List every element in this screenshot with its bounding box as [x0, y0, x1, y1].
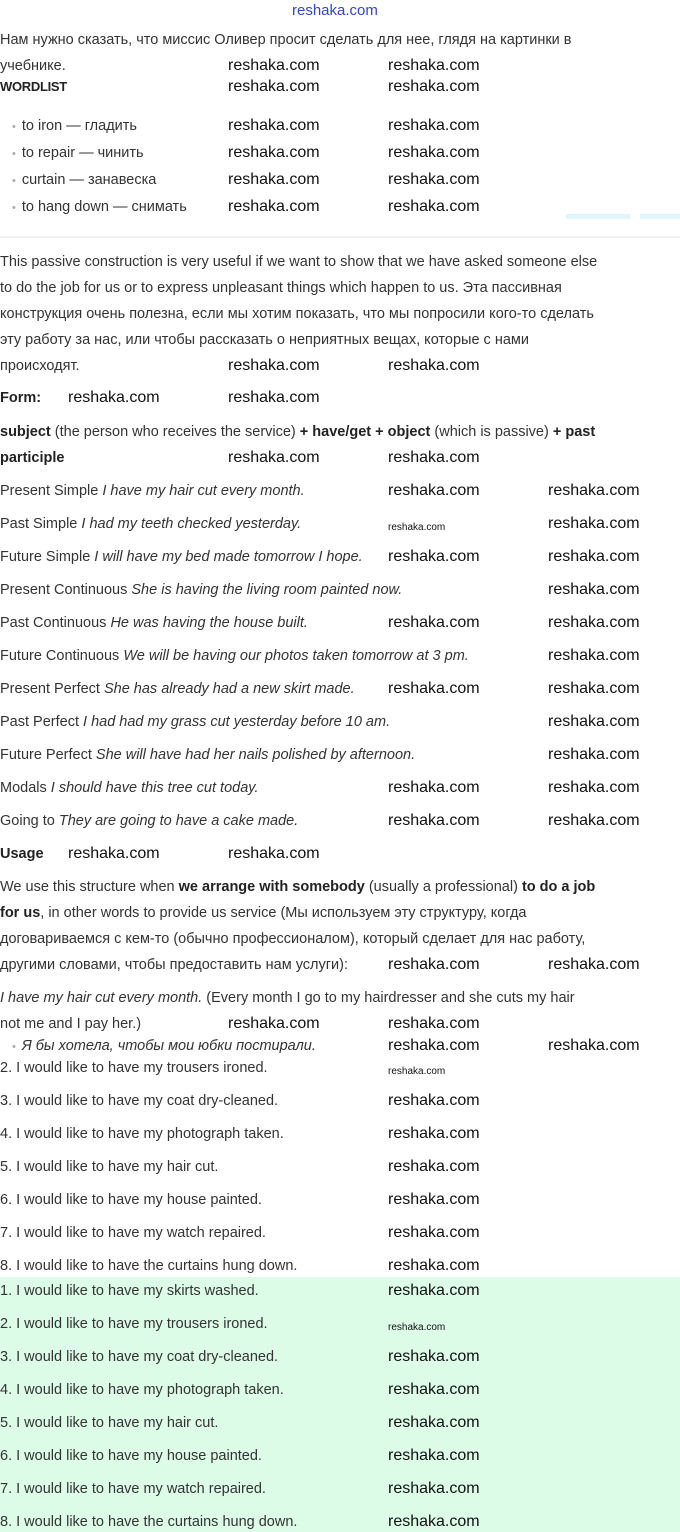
- watermark: reshaka.com: [228, 1015, 320, 1032]
- explanation-line: This passive construction is very useful if we want to show that we have asked someone else: [0, 254, 598, 270]
- explanation-line: to do the job for us or to express unpleasant things which happen to us. Эта пассивная: [0, 280, 562, 296]
- tense-example-line: [0, 647, 469, 665]
- formula-past: + past: [552, 424, 596, 440]
- watermark: reshaka.com: [548, 614, 640, 631]
- watermark: reshaka.com: [228, 171, 320, 188]
- tense-example-line: [0, 548, 363, 566]
- watermark: reshaka.com: [548, 1037, 640, 1054]
- tense-example: I have my hair cut every month.: [102, 483, 305, 499]
- watermark: reshaka.com: [548, 548, 640, 565]
- tense-label: Future Perfect: [0, 747, 96, 763]
- formula-subject: subject: [0, 424, 51, 440]
- watermark: reshaka.com: [388, 171, 480, 188]
- final-answer: 8. I would like to have the curtains hung down.: [0, 1514, 298, 1530]
- watermark: reshaka.com: [228, 449, 320, 466]
- form-title: Form:: [0, 390, 42, 406]
- formula-text: (the person who receives the service): [50, 424, 300, 440]
- usage-line: другими словами, чтобы предоставить нам услуги):: [0, 957, 348, 973]
- explanation-line: эту работу за нас, или чтобы рассказать о неприятных вещах, которые с нами: [0, 332, 529, 348]
- watermark: reshaka.com: [228, 389, 320, 406]
- watermark: reshaka.com: [548, 581, 640, 598]
- final-answer: 6. I would like to have my house painted.: [0, 1448, 262, 1464]
- watermark: reshaka.com: [388, 198, 480, 215]
- wordlist-item: • to repair — чинить: [12, 144, 144, 163]
- draft-answer: 3. I would like to have my coat dry-cleaned.: [0, 1093, 279, 1109]
- watermark: reshaka.com: [388, 1125, 480, 1142]
- tense-example: He was having the house built.: [110, 615, 308, 631]
- tense-example-line: [0, 680, 355, 698]
- watermark: reshaka.com: [388, 1322, 446, 1333]
- wordlist-item: • to hang down — снимать: [12, 198, 187, 217]
- watermark: reshaka.com: [388, 1348, 480, 1365]
- watermark: reshaka.com: [548, 713, 640, 730]
- tense-label: Future Continuous: [0, 648, 124, 664]
- tense-example-line: [0, 482, 305, 500]
- explanation-line: происходят.: [0, 358, 80, 374]
- draft-answer: 2. I would like to have my trousers ironed.: [0, 1060, 268, 1076]
- header-site-link[interactable]: reshaka.com: [292, 2, 378, 19]
- intro-line: Нам нужно сказать, что миссис Оливер просит сделать для нее, глядя на картинки в: [0, 32, 572, 48]
- watermark: reshaka.com: [388, 1282, 480, 1299]
- intro-line: учебнике.: [0, 58, 66, 74]
- usage-line: [0, 878, 595, 896]
- watermark: reshaka.com: [388, 117, 480, 134]
- usage-line: not me and I pay her.): [0, 1016, 142, 1032]
- draft-answer: 4. I would like to have my photograph taken.: [0, 1126, 284, 1142]
- tense-label: Past Continuous: [0, 615, 111, 631]
- final-answer: 3. I would like to have my coat dry-cleaned.: [0, 1349, 279, 1365]
- form-formula: [0, 423, 595, 441]
- tense-example: I had my teeth checked yesterday.: [81, 516, 302, 532]
- draft-answer: 7. I would like to have my watch repaired.: [0, 1225, 266, 1241]
- tense-example-line: [0, 515, 301, 533]
- usage-example-italic: I have my hair cut every month.: [0, 990, 203, 1006]
- usage-bold: for us: [0, 905, 41, 921]
- wordlist-item: • curtain — занавеска: [12, 171, 156, 190]
- watermark: reshaka.com: [548, 647, 640, 664]
- usage-example: [0, 989, 575, 1007]
- explanation-line: конструкция очень полезна, если мы хотим показать, что мы попросили кого-то сделать: [0, 306, 594, 322]
- watermark: reshaka.com: [548, 482, 640, 499]
- final-answer: 7. I would like to have my watch repaired.: [0, 1481, 266, 1497]
- draft-answer: 8. I would like to have the curtains hung down.: [0, 1258, 298, 1274]
- tense-example-line: [0, 746, 415, 764]
- watermark: reshaka.com: [388, 812, 480, 829]
- watermark: reshaka.com: [548, 746, 640, 763]
- final-answer: 4. I would like to have my photograph taken.: [0, 1382, 284, 1398]
- watermark: reshaka.com: [548, 956, 640, 973]
- tense-example: She has already had a new skirt made.: [103, 681, 355, 697]
- usage-title: Usage: [0, 846, 44, 862]
- tense-label: Present Simple: [0, 483, 103, 499]
- tense-example-line: [0, 779, 258, 797]
- watermark: reshaka.com: [388, 1381, 480, 1398]
- watermark: reshaka.com: [388, 449, 480, 466]
- watermark: reshaka.com: [388, 1191, 480, 1208]
- tense-label: Going to: [0, 813, 59, 829]
- watermark: reshaka.com: [548, 779, 640, 796]
- draft-answer: 6. I would like to have my house painted.: [0, 1192, 262, 1208]
- usage-line: [0, 904, 527, 922]
- watermark: reshaka.com: [548, 515, 640, 532]
- tense-label: Future Simple: [0, 549, 95, 565]
- formula-have-get: + have/get + object: [299, 424, 431, 440]
- translation-item: • Я бы хотела, чтобы мои юбки постирали.: [12, 1037, 316, 1056]
- watermark: reshaka.com: [388, 548, 480, 565]
- formula-text: (which is passive): [430, 424, 553, 440]
- tense-label: Present Perfect: [0, 681, 104, 697]
- watermark: reshaka.com: [388, 614, 480, 631]
- usage-bold: to do a job: [521, 879, 596, 895]
- tense-example-line: [0, 812, 298, 830]
- watermark: reshaka.com: [228, 78, 320, 95]
- watermark: reshaka.com: [388, 1015, 480, 1032]
- formula-participle: participle: [0, 450, 65, 466]
- usage-text: We use this structure when: [0, 879, 179, 895]
- watermark: reshaka.com: [388, 1066, 446, 1077]
- watermark: reshaka.com: [388, 522, 446, 533]
- watermark: reshaka.com: [388, 1224, 480, 1241]
- watermark: reshaka.com: [388, 1158, 480, 1175]
- tense-example: I should have this tree cut today.: [50, 780, 259, 796]
- tense-example: I had had my grass cut yesterday before 10 am.: [83, 714, 391, 730]
- final-answer: 2. I would like to have my trousers ironed.: [0, 1316, 268, 1332]
- tense-example: We will be having our photos taken tomorrow at 3 pm.: [123, 648, 469, 664]
- usage-example-text: (Every month I go to my hairdresser and she cuts my hair: [202, 990, 575, 1006]
- watermark: reshaka.com: [548, 812, 640, 829]
- watermark: reshaka.com: [388, 1513, 480, 1530]
- watermark: reshaka.com: [388, 956, 480, 973]
- watermark: reshaka.com: [228, 117, 320, 134]
- tense-example: They are going to have a cake made.: [58, 813, 299, 829]
- tense-example: She will have had her nails polished by afternoon.: [95, 747, 416, 763]
- tense-example: She is having the living room painted now.: [131, 582, 403, 598]
- usage-text: (usually a professional): [364, 879, 522, 895]
- watermark: reshaka.com: [228, 357, 320, 374]
- watermark: reshaka.com: [228, 144, 320, 161]
- watermark: reshaka.com: [388, 680, 480, 697]
- tense-example-line: [0, 614, 308, 632]
- wordlist-title: WORDLIST: [0, 79, 67, 94]
- watermark: reshaka.com: [68, 845, 160, 862]
- watermark: reshaka.com: [228, 845, 320, 862]
- watermark: reshaka.com: [228, 198, 320, 215]
- watermark: reshaka.com: [388, 57, 480, 74]
- divider: [0, 236, 680, 238]
- watermark: reshaka.com: [388, 779, 480, 796]
- tense-label: Past Perfect: [0, 714, 84, 730]
- watermark: reshaka.com: [388, 1480, 480, 1497]
- usage-bold: we arrange with somebody: [178, 879, 365, 895]
- tense-example-line: [0, 581, 402, 599]
- final-answer: 5. I would like to have my hair cut.: [0, 1415, 219, 1431]
- watermark: reshaka.com: [548, 680, 640, 697]
- watermark: reshaka.com: [388, 1257, 480, 1274]
- tense-label: Modals: [0, 780, 51, 796]
- usage-text: , in other words to provide us service (Мы используем эту структуру, когда: [40, 905, 527, 921]
- final-answer: 1. I would like to have my skirts washed.: [0, 1283, 259, 1299]
- watermark: reshaka.com: [388, 144, 480, 161]
- watermark: reshaka.com: [388, 1414, 480, 1431]
- wordlist-item: • to iron — гладить: [12, 117, 137, 136]
- tense-label: Past Simple: [0, 516, 82, 532]
- watermark: reshaka.com: [388, 482, 480, 499]
- watermark: reshaka.com: [388, 1447, 480, 1464]
- watermark: reshaka.com: [388, 78, 480, 95]
- watermark: reshaka.com: [388, 1092, 480, 1109]
- usage-line: договариваемся с кем-то (обычно профессионалом), который сделает для нас работу,: [0, 931, 586, 947]
- tense-label: Present Continuous: [0, 582, 132, 598]
- watermark: reshaka.com: [388, 357, 480, 374]
- watermark: reshaka.com: [388, 1037, 480, 1054]
- decor-bar: [566, 214, 630, 219]
- watermark: reshaka.com: [228, 57, 320, 74]
- tense-example: I will have my bed made tomorrow I hope.: [94, 549, 363, 565]
- decor-bar: [640, 214, 680, 219]
- tense-example-line: [0, 713, 390, 731]
- draft-answer: 5. I would like to have my hair cut.: [0, 1159, 219, 1175]
- watermark: reshaka.com: [68, 389, 160, 406]
